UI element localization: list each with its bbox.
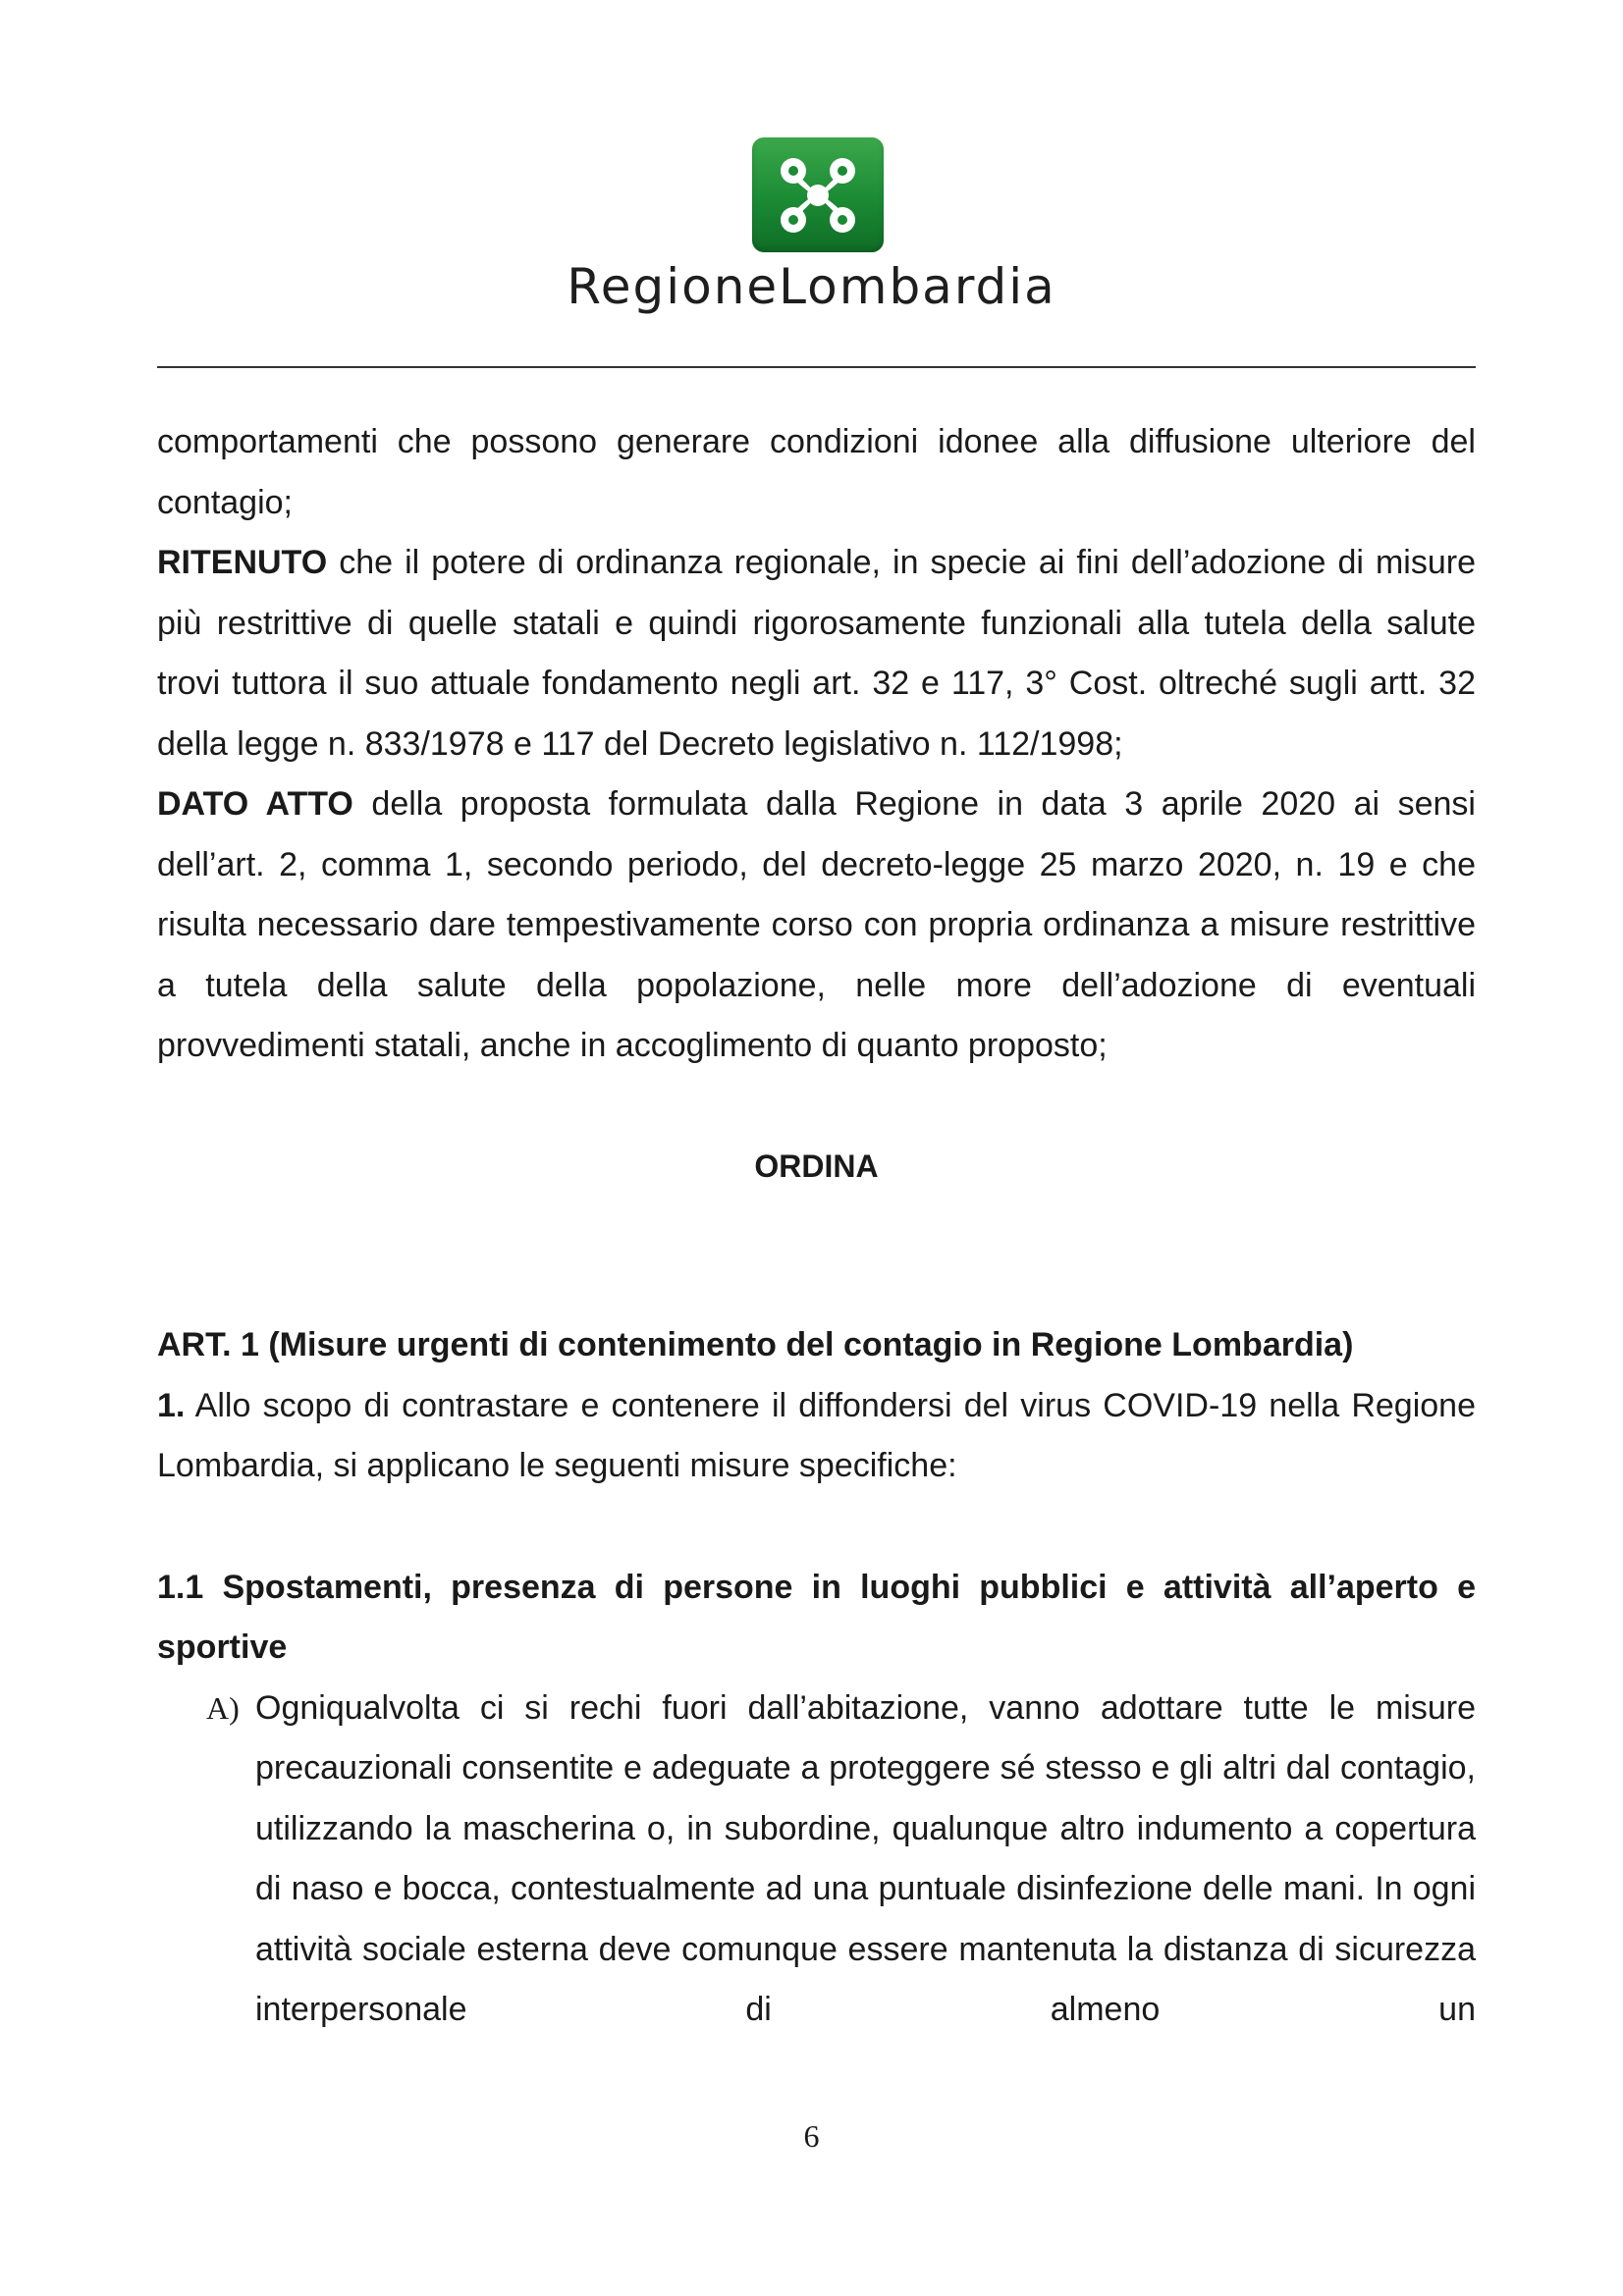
spacer: [157, 1197, 1476, 1256]
dato-atto-text: della proposta formulata dalla Regione in data 3 aprile 2020 ai sensi dell’art. 2, comma 1, secondo periodo, del decreto-legge 25 marzo 2020, n. 19 e che risulta necessario dare tempestivamente corso con propria ordinanza a misure restrittive a tutela della salute della popolazione, nelle more dell’adozione di eventuali provvedimenti statali, anche in accoglimento di quanto proposto;: [157, 785, 1476, 1064]
logo-wordmark: RegioneLombardia: [567, 258, 1056, 315]
rosa-camuna-icon: [752, 137, 884, 252]
intro-paragraph: comportamenti che possono generare condizioni idonee alla diffusione ulteriore del contagio;: [157, 423, 1476, 521]
page-header: [0, 0, 1623, 373]
spacer: [157, 1077, 1476, 1137]
document-body: [157, 412, 1476, 2041]
spacer: [157, 1497, 1476, 1558]
dato-atto-label: DATO ATTO: [157, 785, 353, 823]
header-divider: [157, 366, 1476, 368]
ritenuto-label: RITENUTO: [157, 544, 328, 581]
article-1-title: ART. 1 (Misure urgenti di contenimento del contagio in Regione Lombardia): [157, 1326, 1354, 1363]
section-1-1-title: 1.1 Spostamenti, presenza di persone in luoghi pubblici e attività all’aperto e sportive: [157, 1568, 1476, 1666]
paragraph-text: Allo scopo di contrastare e contenere il diffondersi del virus COVID-19 nella Regione Lombardia, si applicano le seguenti misure specifiche:: [157, 1386, 1476, 1484]
ordina-heading: ORDINA: [754, 1148, 879, 1184]
ritenuto-text: che il potere di ordinanza regionale, in specie ai fini dell’adozione di misure più restrittive di quelle statali e quindi rigorosamente funzionali alla tutela della salute trovi tuttora il suo attuale fondamento negli art. 32 e 117, 3° Cost. oltreché sugli artt. 32 della legge n. 833/1978 e 117 del Decreto legislativo n. 112/1998;: [157, 544, 1476, 763]
dato-atto-paragraph: [157, 774, 1476, 1077]
page-number: 6: [803, 2118, 820, 2154]
ritenuto-paragraph: [157, 533, 1476, 774]
list-item-text: Ogniqualvolta ci si rechi fuori dall’abitazione, vanno adottare tutte le misure precauzionali consentite e adeguate a proteggere sé stesso e gli altri dal contagio, utilizzando la mascherina o, in subordine, qualunque altro indumento a copertura di naso e bocca, contestualmente ad una puntuale disinfezione delle mani. In ogni attività sociale esterna deve comunque essere mantenuta la distanza di sicurezza interpersonale di almeno un: [255, 1688, 1476, 2028]
spacer: [157, 1256, 1476, 1315]
logo-emblem: [752, 137, 884, 252]
list-item-a: [157, 1679, 1476, 2041]
list-marker: A): [206, 1689, 240, 1726]
article-1-paragraph-1: [157, 1376, 1476, 1497]
paragraph-number: 1.: [157, 1386, 186, 1424]
